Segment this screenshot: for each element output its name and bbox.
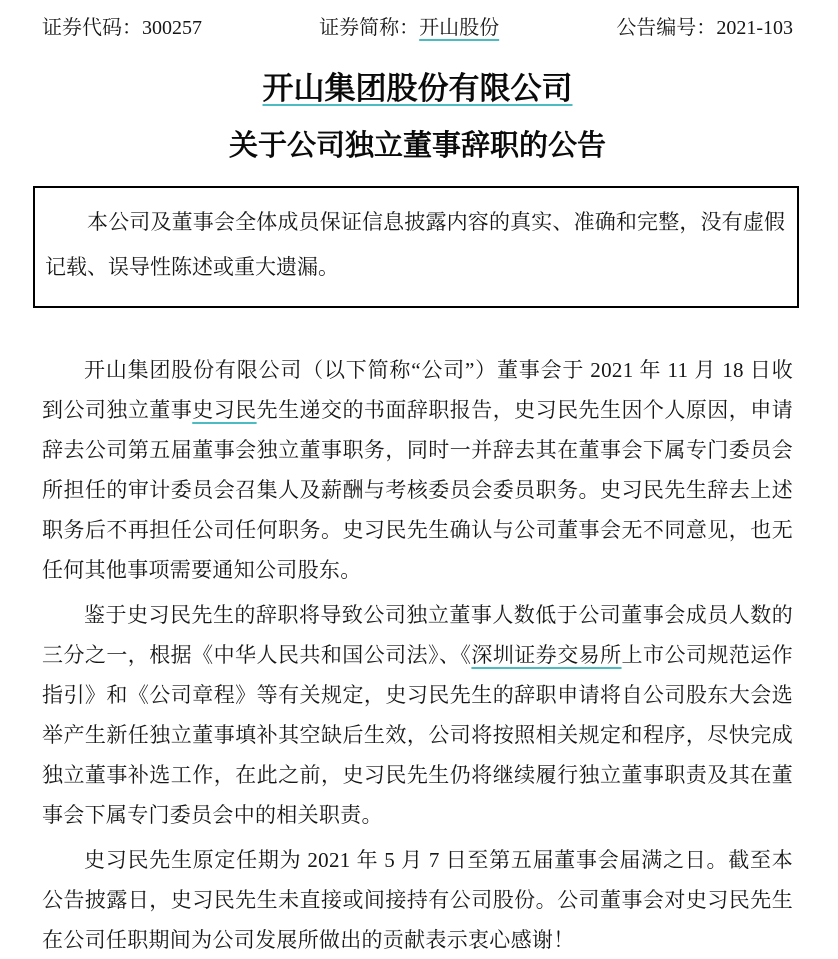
stock-name-link[interactable]: 开山股份 — [419, 17, 500, 39]
entity-link[interactable]: 深圳证券交易所 — [471, 643, 622, 667]
notice-no-group — [616, 14, 793, 42]
disclaimer-box — [33, 186, 799, 308]
paragraph-text: 先生递交的书面辞职报告，史习民先生因个人原因，申请辞去公司第五届董事会独立董事职务，同时一并辞去其在董事会下属专门委员会所担任的审计委员会召集人及薪酬与考核委员会委员职务。史习民先生辞去上述职务后不再担任公司任何职务。史习民先生确认与公司董事会无不同意见，也无任何其他事项需要通知公司股东。 — [42, 398, 793, 582]
body — [42, 350, 793, 959]
stock-name-label: 证券简称： — [319, 17, 420, 39]
page-title-subject: 关于公司独立董事辞职的公告 — [228, 130, 606, 162]
stock-code-label: 证券代码： — [42, 17, 142, 39]
stock-code-value: 300257 — [142, 17, 202, 39]
paragraph-text: 史习民先生原定任期为 2021 年 5 月 7 日至第五届董事会届满之日。截至本公告披露日，史习民先生未直接或间接持有公司股份。公司董事会对史习民先生在公司任职期间为公司发展所做出的贡献表示衷心感谢！ — [42, 848, 793, 952]
disclaimer-text: 本公司及董事会全体成员保证信息披露内容的真实、准确和完整，没有虚假记载、误导性陈述或重大遗漏。 — [45, 210, 785, 279]
company-name-link[interactable]: 开山集团股份有限公司 — [262, 71, 573, 106]
body-paragraph — [42, 350, 793, 590]
body-paragraph — [42, 840, 793, 959]
body-paragraph — [42, 595, 793, 835]
doc-header — [42, 14, 793, 42]
paragraph-text: 上市公司规范运作指引》和《公司章程》等有关规定，史习民先生的辞职申请将自公司股东大会选举产生新任独立董事填补其空缺后生效，公司将按照相关规定和程序，尽快完成独立董事补选工作，在此之前，史习民先生仍将继续履行独立董事职责及其在董事会下属专门委员会中的相关职责。 — [42, 643, 793, 827]
notice-no-label: 公告编号： — [616, 17, 717, 39]
notice-no-value: 2021-103 — [716, 17, 793, 39]
stock-name-group — [319, 14, 499, 42]
entity-link[interactable]: 史习民 — [192, 398, 257, 422]
paragraph-text: 鉴于史习民先生的辞职将导致公司独立董事人数低于公司董事会成员人数的三分之一，根据《中华人民共和国公司法》、《 — [42, 603, 793, 667]
paragraph-text: 开山集团股份有限公司（以下简称“公司”）董事会于 2021 年 11 月 18 日收到公司独立董事 — [42, 358, 793, 422]
stock-code-group — [42, 14, 202, 42]
page-title-company — [42, 68, 793, 110]
